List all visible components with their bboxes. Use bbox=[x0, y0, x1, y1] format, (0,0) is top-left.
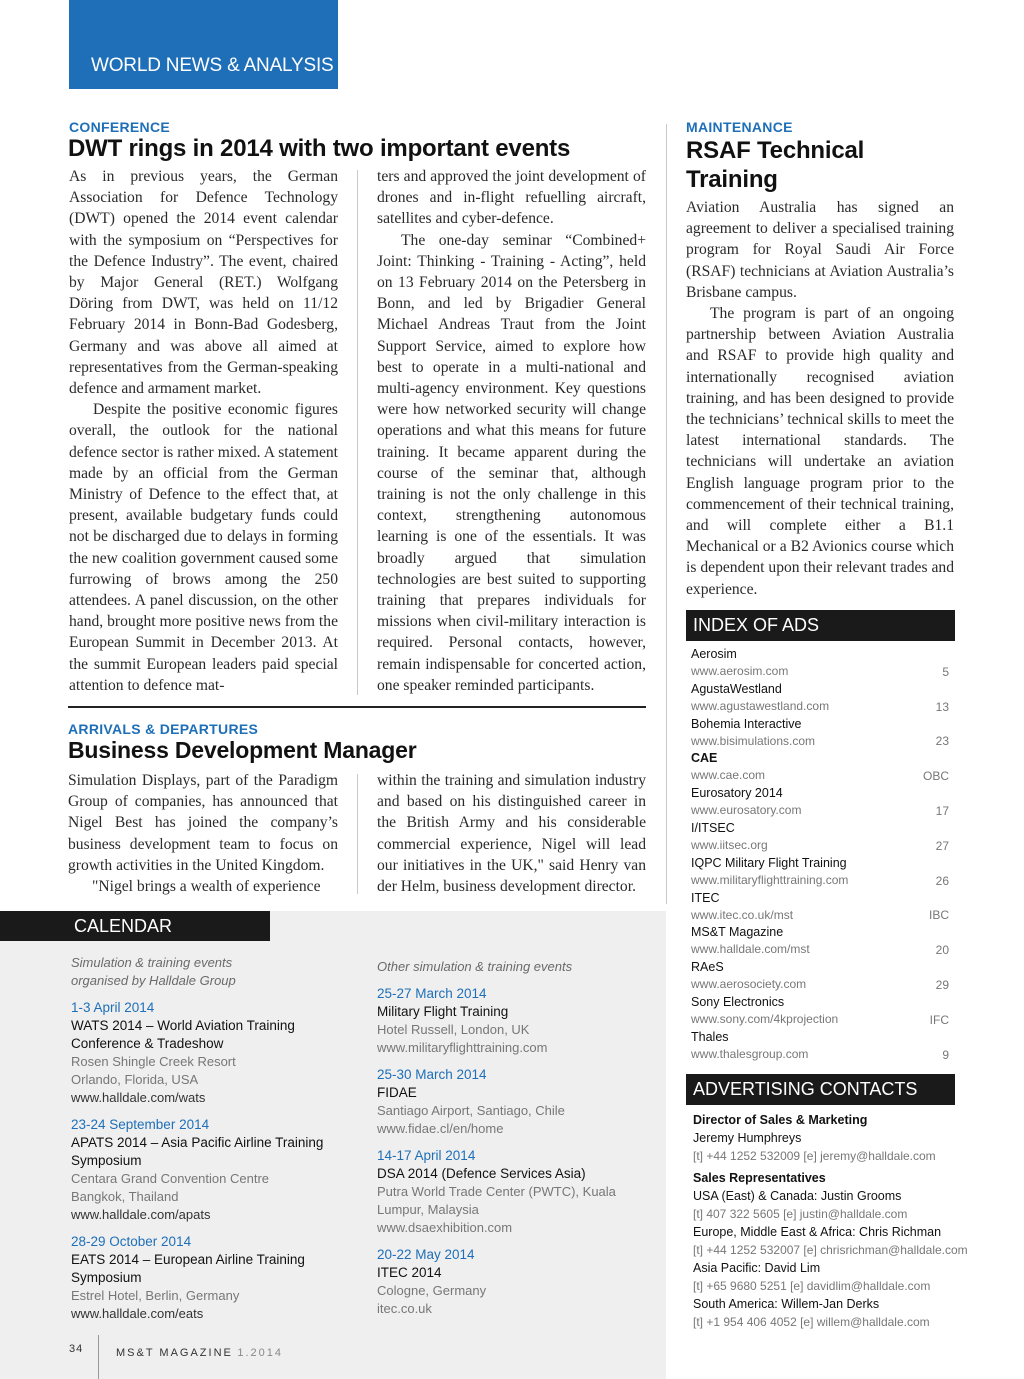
advertising-contacts-title: ADVERTISING CONTACTS bbox=[693, 1079, 918, 1099]
section-divider bbox=[68, 706, 646, 708]
contact-name: Jeremy Humphreys bbox=[693, 1131, 802, 1145]
event-date: 20-22 May 2014 bbox=[377, 1247, 475, 1262]
ad-link[interactable]: www.thalesgroup.com bbox=[691, 1046, 809, 1061]
paragraph: The one-day seminar “Combined+ Joint: Thinking - Training - Acting”, held on 13 February 2014 on the Petersberg in Bonn, and led by Brigadier General Michael Andreas Traut from the Joint Support Service, aimed to explore how best to operate in a multi-national and multi-agency environment. Key questions were how networked security will change operations and what this means for future training. It became apparent during the course of the seminar that, although training is not the only challenge in this context, strengthening autonomous learning is one of the essentials. It was broadly argued that simulation technologies are best suited to supporting training that prepares individuals for missions when civil-military interaction is required. Personal contacts, however, remain indispensable for concerted action, one speaker reminded participants. bbox=[377, 231, 646, 694]
ad-page: IBC bbox=[928, 908, 949, 923]
article3-body bbox=[686, 197, 954, 600]
footer-masthead bbox=[116, 1343, 283, 1361]
paragraph: within the training and simulation industry and based on his distinguished career in the British Army and his considerable commercial experience, Nigel will lead our initiatives in the UK," said Henry van der Helm, business development director. bbox=[377, 772, 646, 896]
contact-detail[interactable]: [t] +1 954 406 4052 [e] willem@halldale.com bbox=[693, 1315, 930, 1329]
ad-page: OBC bbox=[922, 769, 949, 784]
ad-advertiser: ITEC bbox=[691, 890, 720, 905]
event-name: FIDAE bbox=[377, 1085, 417, 1100]
article3-kicker: MAINTENANCE bbox=[686, 119, 793, 135]
ad-advertiser: CAE bbox=[691, 751, 718, 766]
event-venue: Rosen Shingle Creek Resort bbox=[71, 1054, 236, 1069]
calendar-intro: Simulation & training events bbox=[71, 955, 233, 970]
ad-page: 5 bbox=[942, 664, 949, 679]
event-date: 14-17 April 2014 bbox=[377, 1148, 476, 1163]
contact-role: Director of Sales & Marketing bbox=[693, 1113, 868, 1127]
contact-name: Europe, Middle East & Africa: Chris Richman bbox=[693, 1225, 942, 1239]
calendar-header bbox=[0, 911, 270, 941]
contact-detail[interactable]: [t] 407 322 5605 [e] justin@halldale.com bbox=[693, 1207, 908, 1221]
ad-page: 9 bbox=[942, 1047, 949, 1062]
event-venue: Orlando, Florida, USA bbox=[71, 1072, 199, 1087]
calendar-event bbox=[71, 1116, 341, 1224]
event-date: 25-27 March 2014 bbox=[377, 986, 487, 1001]
event-name: APATS 2014 – Asia Pacific Airline Training bbox=[71, 1135, 324, 1150]
event-name: EATS 2014 – European Airline Training bbox=[71, 1252, 305, 1267]
article1-column-2 bbox=[377, 166, 646, 696]
article2-kicker: ARRIVALS & DEPARTURES bbox=[68, 721, 259, 737]
ad-advertiser: Sony Electronics bbox=[691, 994, 785, 1009]
event-link[interactable]: www.militaryflighttraining.com bbox=[377, 1040, 548, 1055]
paragraph: Despite the positive economic figures overall, the outlook for the national defence sector is rather mixed. A statement made by an official from the German Ministry of Defence to the effect that, at present, available budgetary funds could not be discharged due to delays in forming the new coalition government caused some furrowing of brows among the 250 attendees. A panel discussion, on the other hand, brought more positive news from the European Summit in December 2013. At the summit European leaders paid special attention to defence mat- bbox=[69, 401, 338, 694]
ad-link[interactable]: www.eurosatory.com bbox=[691, 803, 802, 818]
event-name: Symposium bbox=[71, 1270, 142, 1285]
ad-advertiser: Eurosatory 2014 bbox=[691, 786, 783, 801]
event-venue: Santiago Airport, Santiago, Chile bbox=[377, 1103, 565, 1118]
ad-row bbox=[691, 681, 955, 716]
paragraph: Simulation Displays, part of the Paradigm Group of companies, has announced that Nigel Best has joined the company’s business development team to focus on growth activities in the United Kingdom. bbox=[68, 772, 338, 874]
event-link[interactable]: www.halldale.com/apats bbox=[71, 1207, 211, 1222]
ad-row bbox=[691, 855, 955, 890]
page-number: 34 bbox=[69, 1343, 84, 1355]
ad-row bbox=[691, 750, 955, 785]
contact-name: USA (East) & Canada: Justin Grooms bbox=[693, 1189, 902, 1203]
event-name: ITEC 2014 bbox=[377, 1265, 442, 1280]
calendar-event bbox=[377, 1147, 652, 1237]
sidebar-divider bbox=[666, 124, 667, 904]
ad-link[interactable]: www.halldale.com/mst bbox=[691, 942, 810, 957]
paragraph: Aviation Australia has signed an agreement to deliver a specialised training program for Royal Saudi Air Force (RSAF) technicians at Aviation Australia’s Brisbane campus. bbox=[686, 199, 954, 301]
ad-row bbox=[691, 716, 955, 751]
article2-column-1 bbox=[68, 770, 338, 897]
event-link[interactable]: www.halldale.com/wats bbox=[71, 1090, 206, 1105]
ad-page: 17 bbox=[935, 803, 949, 818]
event-link[interactable]: www.dsaexhibition.com bbox=[377, 1220, 513, 1235]
index-of-ads-header bbox=[686, 610, 955, 641]
ad-link[interactable]: www.iitsec.org bbox=[691, 837, 768, 852]
event-venue: Putra World Trade Center (PWTC), Kuala bbox=[377, 1184, 616, 1199]
calendar-intro: organised by Halldale Group bbox=[71, 973, 236, 988]
event-date: 1-3 April 2014 bbox=[71, 1000, 155, 1015]
column-divider bbox=[357, 774, 358, 894]
event-link[interactable]: www.fidae.cl/en/home bbox=[377, 1121, 504, 1136]
ad-link[interactable]: www.bisimulations.com bbox=[691, 733, 816, 748]
article3-headline: RSAF Technical Training bbox=[686, 137, 865, 193]
event-venue: Bangkok, Thailand bbox=[71, 1189, 179, 1204]
event-date: 25-30 March 2014 bbox=[377, 1067, 487, 1082]
calendar-title: CALENDAR bbox=[74, 916, 173, 936]
calendar-event bbox=[377, 1246, 652, 1318]
event-name: Symposium bbox=[71, 1153, 142, 1168]
ad-row bbox=[691, 646, 955, 681]
ad-advertiser: IQPC Military Flight Training bbox=[691, 855, 847, 870]
calendar-event bbox=[71, 999, 341, 1107]
event-venue: Estrel Hotel, Berlin, Germany bbox=[71, 1288, 240, 1303]
contact-name: Asia Pacific: David Lim bbox=[693, 1261, 821, 1275]
event-name: Military Flight Training bbox=[377, 1004, 509, 1019]
calendar-left bbox=[71, 954, 341, 1332]
event-name: Conference & Tradeshow bbox=[71, 1036, 224, 1051]
calendar-intro: Other simulation & training events bbox=[377, 959, 573, 974]
ad-advertiser: Bohemia Interactive bbox=[691, 716, 802, 731]
contact-detail[interactable]: [t] +44 1252 532007 [e] chrisrichman@halldale.com bbox=[693, 1243, 968, 1257]
event-venue: Cologne, Germany bbox=[377, 1283, 487, 1298]
ad-row bbox=[691, 820, 955, 855]
article1-column-1 bbox=[69, 166, 338, 696]
paragraph: As in previous years, the German Association for Defence Technology (DWT) opened the 2014 event calendar with the symposium on “Perspectives for the Defence Industry”. The event, chaired by Major General (RET.) Wolfgang Döring from DWT, was held on 11/12 February 2014 in Bonn-Bad Godesberg, Germany and was above all aimed at representatives from the German-speaking defence and armament market. bbox=[69, 168, 338, 398]
calendar-event bbox=[377, 1066, 652, 1138]
footer-divider bbox=[98, 1335, 99, 1379]
event-name: WATS 2014 – World Aviation Training bbox=[71, 1018, 295, 1033]
ad-link[interactable]: www.cae.com bbox=[691, 768, 766, 783]
ad-row bbox=[691, 994, 955, 1029]
ad-advertiser: I/ITSEC bbox=[691, 820, 735, 835]
article1-kicker: CONFERENCE bbox=[69, 119, 171, 135]
ad-advertiser: RAeS bbox=[691, 960, 724, 975]
ad-link[interactable]: www.sony.com/4kprojection bbox=[691, 1011, 839, 1026]
ad-row bbox=[691, 924, 955, 959]
section-tab-label: WORLD NEWS & ANALYSIS bbox=[91, 55, 334, 76]
ad-link[interactable]: www.agustawestland.com bbox=[691, 698, 830, 713]
article2-headline: Business Development Manager bbox=[68, 737, 417, 763]
advertising-contacts-header bbox=[686, 1074, 955, 1105]
event-link[interactable]: itec.co.uk bbox=[377, 1301, 432, 1316]
ad-row bbox=[691, 1029, 955, 1064]
ad-advertiser: Thales bbox=[691, 1029, 729, 1044]
article2-column-2 bbox=[377, 770, 646, 897]
ad-page: 13 bbox=[935, 699, 949, 714]
contact-name: South America: Willem-Jan Derks bbox=[693, 1297, 880, 1311]
ad-advertiser: Aerosim bbox=[691, 647, 737, 661]
event-link[interactable]: www.halldale.com/eats bbox=[71, 1306, 204, 1321]
event-date: 28-29 October 2014 bbox=[71, 1234, 192, 1249]
contact-role: Sales Representatives bbox=[693, 1171, 826, 1185]
ad-link[interactable]: www.itec.co.uk/mst bbox=[691, 907, 794, 922]
calendar-event bbox=[377, 985, 652, 1057]
column-divider bbox=[357, 170, 358, 695]
ad-link[interactable]: www.militaryflighttraining.com bbox=[691, 872, 849, 887]
ad-page: 20 bbox=[935, 943, 949, 958]
article1-headline: DWT rings in 2014 with two important events bbox=[68, 135, 571, 162]
advertising-contacts bbox=[693, 1111, 983, 1331]
event-date: 23-24 September 2014 bbox=[71, 1117, 210, 1132]
contact-detail[interactable]: [t] +65 9680 5251 [e] davidlim@halldale.com bbox=[693, 1279, 931, 1293]
contact-detail[interactable]: [t] +44 1252 532009 [e] jeremy@halldale.com bbox=[693, 1149, 936, 1163]
magazine-name: MS&T MAGAZINE bbox=[116, 1347, 233, 1359]
ad-link[interactable]: www.aerosim.com bbox=[691, 664, 789, 678]
ad-row bbox=[691, 785, 955, 820]
paragraph: "Nigel brings a wealth of experience bbox=[92, 878, 321, 896]
ad-row bbox=[691, 959, 955, 994]
event-name: DSA 2014 (Defence Services Asia) bbox=[377, 1166, 586, 1181]
calendar-event bbox=[71, 1233, 341, 1323]
ad-page: 26 bbox=[935, 873, 949, 888]
event-venue: Centara Grand Convention Centre bbox=[71, 1171, 270, 1186]
ad-page: 23 bbox=[935, 734, 949, 749]
ad-advertiser: AgustaWestland bbox=[691, 681, 782, 696]
ad-page: IFC bbox=[929, 1012, 949, 1027]
ad-link[interactable]: www.aerosociety.com bbox=[691, 977, 807, 992]
section-tab bbox=[69, 0, 338, 89]
paragraph: ters and approved the joint development of drones and in-flight refuelling aircraft, satellites and cyber-defence. bbox=[377, 168, 646, 228]
index-of-ads-list bbox=[691, 646, 955, 1064]
index-of-ads-title: INDEX OF ADS bbox=[693, 615, 820, 635]
ad-page: 29 bbox=[935, 977, 949, 992]
calendar-right bbox=[377, 958, 652, 1327]
event-venue: Lumpur, Malaysia bbox=[377, 1202, 479, 1217]
paragraph: The program is part of an ongoing partnership between Aviation Australia and RSAF to provide high quality and internationally recognised aviation training, and has been designed to provide the technicians’ technical skills to meet the latest international standards. The technicians will undertake an aviation English language program prior to the commencement of their technical training, and will complete either a B1.1 Mechanical or a B2 Avionics course which is dependent upon their relevant trades and experience. bbox=[686, 305, 954, 598]
event-venue: Hotel Russell, London, UK bbox=[377, 1022, 530, 1037]
ad-advertiser: MS&T Magazine bbox=[691, 925, 784, 940]
ad-row bbox=[691, 890, 955, 925]
ad-page: 27 bbox=[935, 838, 949, 853]
issue-number: 1.2014 bbox=[237, 1347, 283, 1359]
